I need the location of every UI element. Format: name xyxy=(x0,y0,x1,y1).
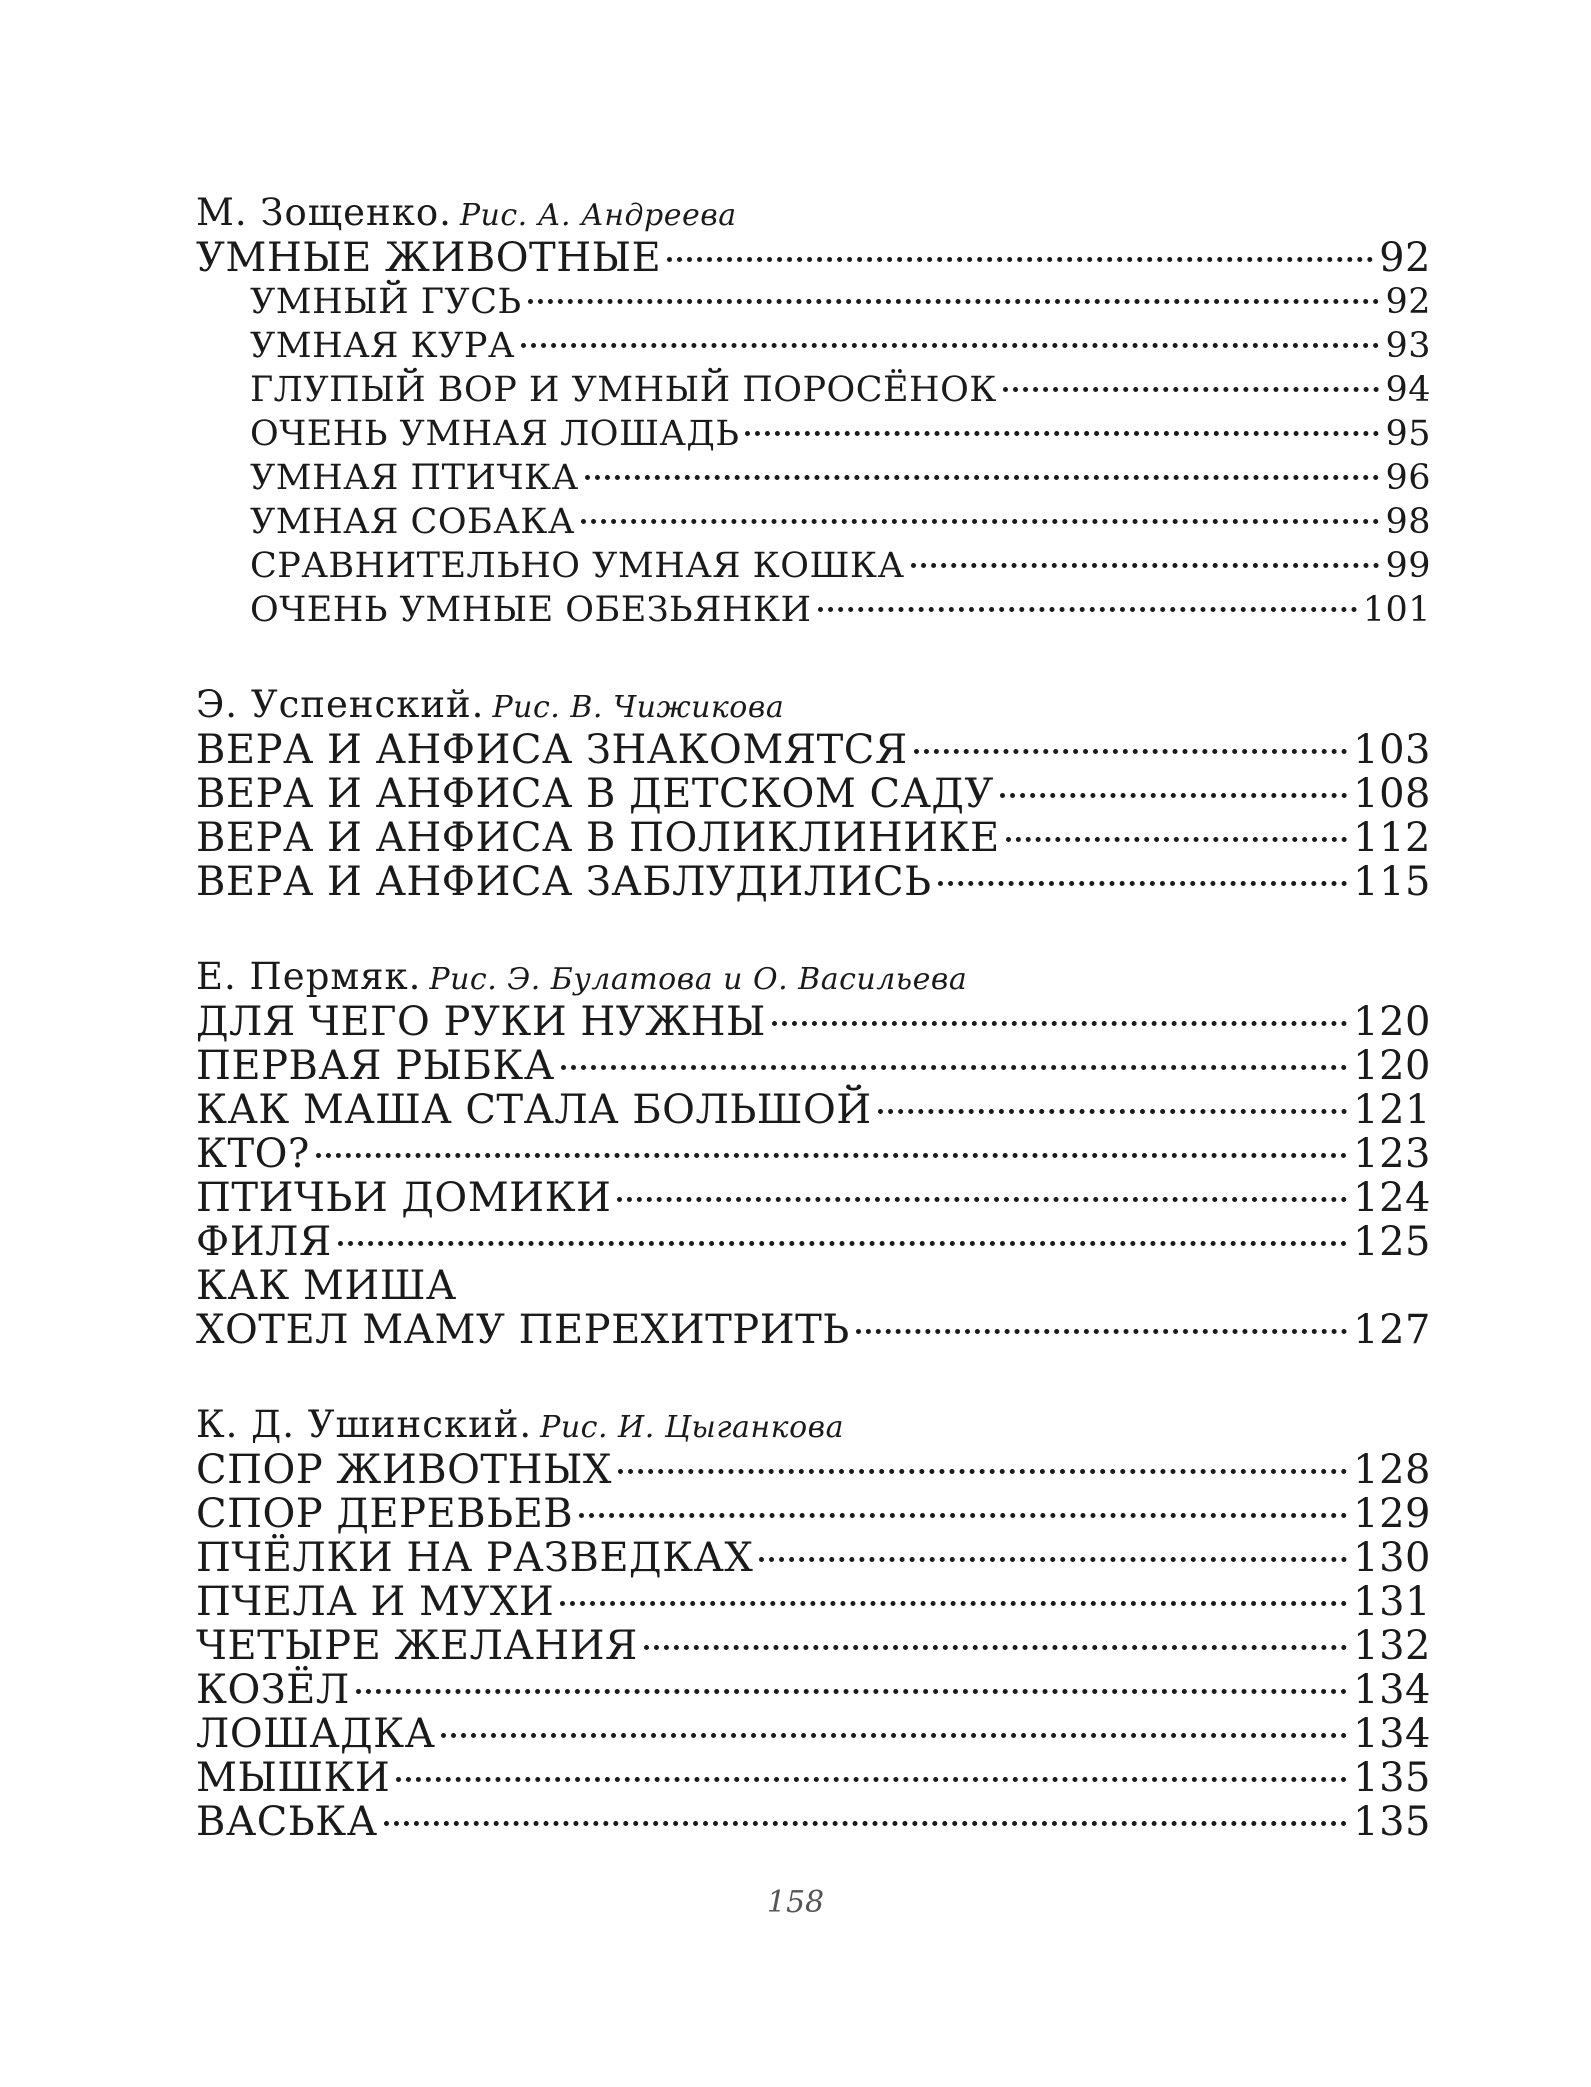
toc-entry-page: 115 xyxy=(1353,859,1431,905)
toc-entry-title: ВЕРА И АНФИСА В ДЕТСКОМ САДУ xyxy=(196,771,994,817)
toc-entry xyxy=(196,1492,1431,1536)
author-name: К. Д. Ушинский. xyxy=(196,1403,533,1446)
toc-entry-page: 103 xyxy=(1353,727,1431,773)
toc-entry-title: ЛОШАДКА xyxy=(196,1711,436,1757)
toc-entry-title: КАК МАША СТАЛА БОЛЬШОЙ xyxy=(196,1087,872,1133)
toc-entry xyxy=(196,1580,1431,1624)
dot-leader xyxy=(396,1777,1347,1782)
toc-entry-page: 99 xyxy=(1385,546,1431,586)
toc-entry-title: ХОТЕЛ МАМУ ПЕРЕХИТРИТЬ xyxy=(196,1307,850,1353)
toc-entry-title: ПЧЁЛКИ НА РАЗВЕДКАХ xyxy=(196,1535,754,1581)
illustrator-credit: Рис. Э. Булатова и О. Васильева xyxy=(429,962,968,997)
dot-leader xyxy=(579,1513,1347,1518)
toc-entry-page: 98 xyxy=(1385,502,1431,542)
dot-leader xyxy=(561,1065,1348,1070)
toc-entry-title: ЧЕТЫРЕ ЖЕЛАНИЯ xyxy=(196,1623,638,1669)
dot-leader xyxy=(856,1329,1347,1334)
dot-leader xyxy=(938,881,1348,886)
dot-leader xyxy=(521,343,1379,348)
toc-entry-title: КОЗЁЛ xyxy=(196,1667,350,1713)
toc-entry-title: УМНАЯ КУРА xyxy=(250,326,515,366)
toc-entry xyxy=(196,456,1431,500)
toc-entry xyxy=(196,816,1431,860)
toc-entry-title: ПТИЧЬИ ДОМИКИ xyxy=(196,1175,612,1221)
toc-entry-title: МЫШКИ xyxy=(196,1755,391,1801)
toc-entry xyxy=(196,1220,1431,1264)
toc-entry-title: КТО? xyxy=(196,1131,310,1177)
toc-entry xyxy=(196,1088,1431,1132)
dot-leader xyxy=(618,1469,1347,1474)
illustrator-credit: Рис. И. Цыганкова xyxy=(540,1410,844,1445)
toc-entry-page: 135 xyxy=(1353,1799,1431,1845)
toc-entry-page: 108 xyxy=(1353,771,1431,817)
dot-leader xyxy=(356,1689,1347,1694)
toc-entry xyxy=(196,588,1431,632)
illustrator-credit: Рис. А. Андреева xyxy=(459,198,737,233)
toc-entry-title: ПЧЕЛА И МУХИ xyxy=(196,1579,555,1625)
toc-entry xyxy=(196,728,1431,772)
toc-entry xyxy=(196,1624,1431,1668)
toc-entry-title: УМНАЯ СОБАКА xyxy=(250,502,575,542)
toc-entry-title: ОЧЕНЬ УМНАЯ ЛОШАДЬ xyxy=(250,414,740,454)
dot-leader xyxy=(878,1109,1348,1114)
toc-entry-page: 124 xyxy=(1353,1175,1431,1221)
toc-entry-title: СПОР ДЕРЕВЬЕВ xyxy=(196,1491,574,1537)
toc-entry xyxy=(196,1308,1431,1352)
toc-entry-title: СРАВНИТЕЛЬНО УМНАЯ КОШКА xyxy=(250,546,905,586)
toc-entry xyxy=(196,860,1431,904)
toc-entry xyxy=(196,500,1431,544)
dot-leader xyxy=(1003,387,1380,392)
author-line xyxy=(196,190,1431,236)
dot-leader xyxy=(759,1557,1347,1562)
author-name: М. Зощенко. xyxy=(196,191,452,234)
dot-leader xyxy=(316,1153,1347,1158)
toc-section xyxy=(196,190,1431,632)
dot-leader xyxy=(338,1241,1347,1246)
toc-entry xyxy=(196,772,1431,816)
toc-section xyxy=(196,1402,1431,1844)
dot-leader xyxy=(1000,793,1347,798)
toc-entry xyxy=(196,1668,1431,1712)
toc-entry xyxy=(196,1176,1431,1220)
dot-leader xyxy=(818,607,1357,612)
toc-section xyxy=(196,682,1431,904)
toc-entry-page: 95 xyxy=(1385,414,1431,454)
dot-leader xyxy=(528,299,1380,304)
dot-leader xyxy=(441,1733,1347,1738)
toc-entry xyxy=(196,544,1431,588)
toc-entry-title: ДЛЯ ЧЕГО РУКИ НУЖНЫ xyxy=(196,999,766,1045)
dot-leader xyxy=(667,257,1373,262)
toc-entry xyxy=(196,368,1431,412)
toc-entry xyxy=(196,236,1431,280)
toc-entry xyxy=(196,324,1431,368)
toc-section xyxy=(196,954,1431,1352)
toc-entry-title: УМНЫЕ ЖИВОТНЫЕ xyxy=(196,235,662,281)
toc-entry-title: ВЕРА И АНФИСА ЗНАКОМЯТСЯ xyxy=(196,727,908,773)
toc-entry xyxy=(196,1712,1431,1756)
toc-entry-title: ВЕРА И АНФИСА В ПОЛИКЛИНИКЕ xyxy=(196,815,1000,861)
author-line xyxy=(196,1402,1431,1448)
toc-entry-page: 134 xyxy=(1353,1711,1431,1757)
toc-entry-page: 129 xyxy=(1353,1491,1431,1537)
toc-entry-title: УМНАЯ ПТИЧКА xyxy=(250,458,579,498)
toc-entry-page: 127 xyxy=(1353,1307,1431,1353)
toc-entry xyxy=(196,1800,1431,1844)
dot-leader xyxy=(581,519,1380,524)
toc-entry xyxy=(196,1448,1431,1492)
toc-entry-page: 92 xyxy=(1385,282,1431,322)
author-name: Э. Успенский. xyxy=(196,683,485,726)
toc-entry-page: 131 xyxy=(1353,1579,1431,1625)
toc-entry-title: ОЧЕНЬ УМНЫЕ ОБЕЗЬЯНКИ xyxy=(250,590,812,630)
toc-entry-title: ВАСЬКА xyxy=(196,1799,378,1845)
table-of-contents xyxy=(196,190,1431,1894)
dot-leader xyxy=(560,1601,1347,1606)
toc-entry-page: 93 xyxy=(1385,326,1431,366)
toc-entry-page: 128 xyxy=(1353,1447,1431,1493)
author-line xyxy=(196,682,1431,728)
toc-entry-page: 132 xyxy=(1353,1623,1431,1669)
author-name: Е. Пермяк. xyxy=(196,955,422,998)
toc-entry-title: СПОР ЖИВОТНЫХ xyxy=(196,1447,612,1493)
dot-leader xyxy=(745,431,1379,436)
toc-entry-page: 130 xyxy=(1353,1535,1431,1581)
toc-entry xyxy=(196,1044,1431,1088)
dot-leader xyxy=(644,1645,1347,1650)
toc-entry xyxy=(196,412,1431,456)
toc-entry-title: УМНЫЙ ГУСЬ xyxy=(250,282,522,322)
toc-entry-page: 96 xyxy=(1385,458,1431,498)
toc-entry-page: 135 xyxy=(1353,1755,1431,1801)
toc-entry-title: ФИЛЯ xyxy=(196,1219,332,1265)
illustrator-credit: Рис. В. Чижикова xyxy=(492,690,785,725)
toc-entry-page: 92 xyxy=(1379,235,1431,281)
dot-leader xyxy=(914,749,1347,754)
toc-entry-title: ГЛУПЫЙ ВОР И УМНЫЙ ПОРОСЁНОК xyxy=(250,370,997,410)
page-number: 158 xyxy=(766,1885,825,1920)
toc-entry xyxy=(196,1536,1431,1580)
toc-entry-page: 123 xyxy=(1353,1131,1431,1177)
dot-leader xyxy=(617,1197,1347,1202)
dot-leader xyxy=(1006,837,1347,842)
dot-leader xyxy=(384,1821,1348,1826)
toc-entry-page: 121 xyxy=(1353,1087,1431,1133)
toc-entry-title: КАК МИША xyxy=(196,1263,457,1309)
toc-entry-page: 101 xyxy=(1362,590,1431,630)
toc-entry-page: 134 xyxy=(1353,1667,1431,1713)
dot-leader xyxy=(911,563,1380,568)
toc-entry-page: 125 xyxy=(1353,1219,1431,1265)
toc-entry xyxy=(196,280,1431,324)
toc-entry-title: ПЕРВАЯ РЫБКА xyxy=(196,1043,555,1089)
toc-entry xyxy=(196,1132,1431,1176)
toc-entry-page: 112 xyxy=(1353,815,1431,861)
toc-entry-title: ВЕРА И АНФИСА ЗАБЛУДИЛИСЬ xyxy=(196,859,932,905)
toc-entry-page: 120 xyxy=(1353,1043,1431,1089)
toc-entry-page: 120 xyxy=(1353,999,1431,1045)
dot-leader xyxy=(585,475,1380,480)
author-line xyxy=(196,954,1431,1000)
toc-entry-page: 94 xyxy=(1385,370,1431,410)
toc-entry xyxy=(196,1756,1431,1800)
dot-leader xyxy=(772,1021,1347,1026)
toc-entry xyxy=(196,1000,1431,1044)
